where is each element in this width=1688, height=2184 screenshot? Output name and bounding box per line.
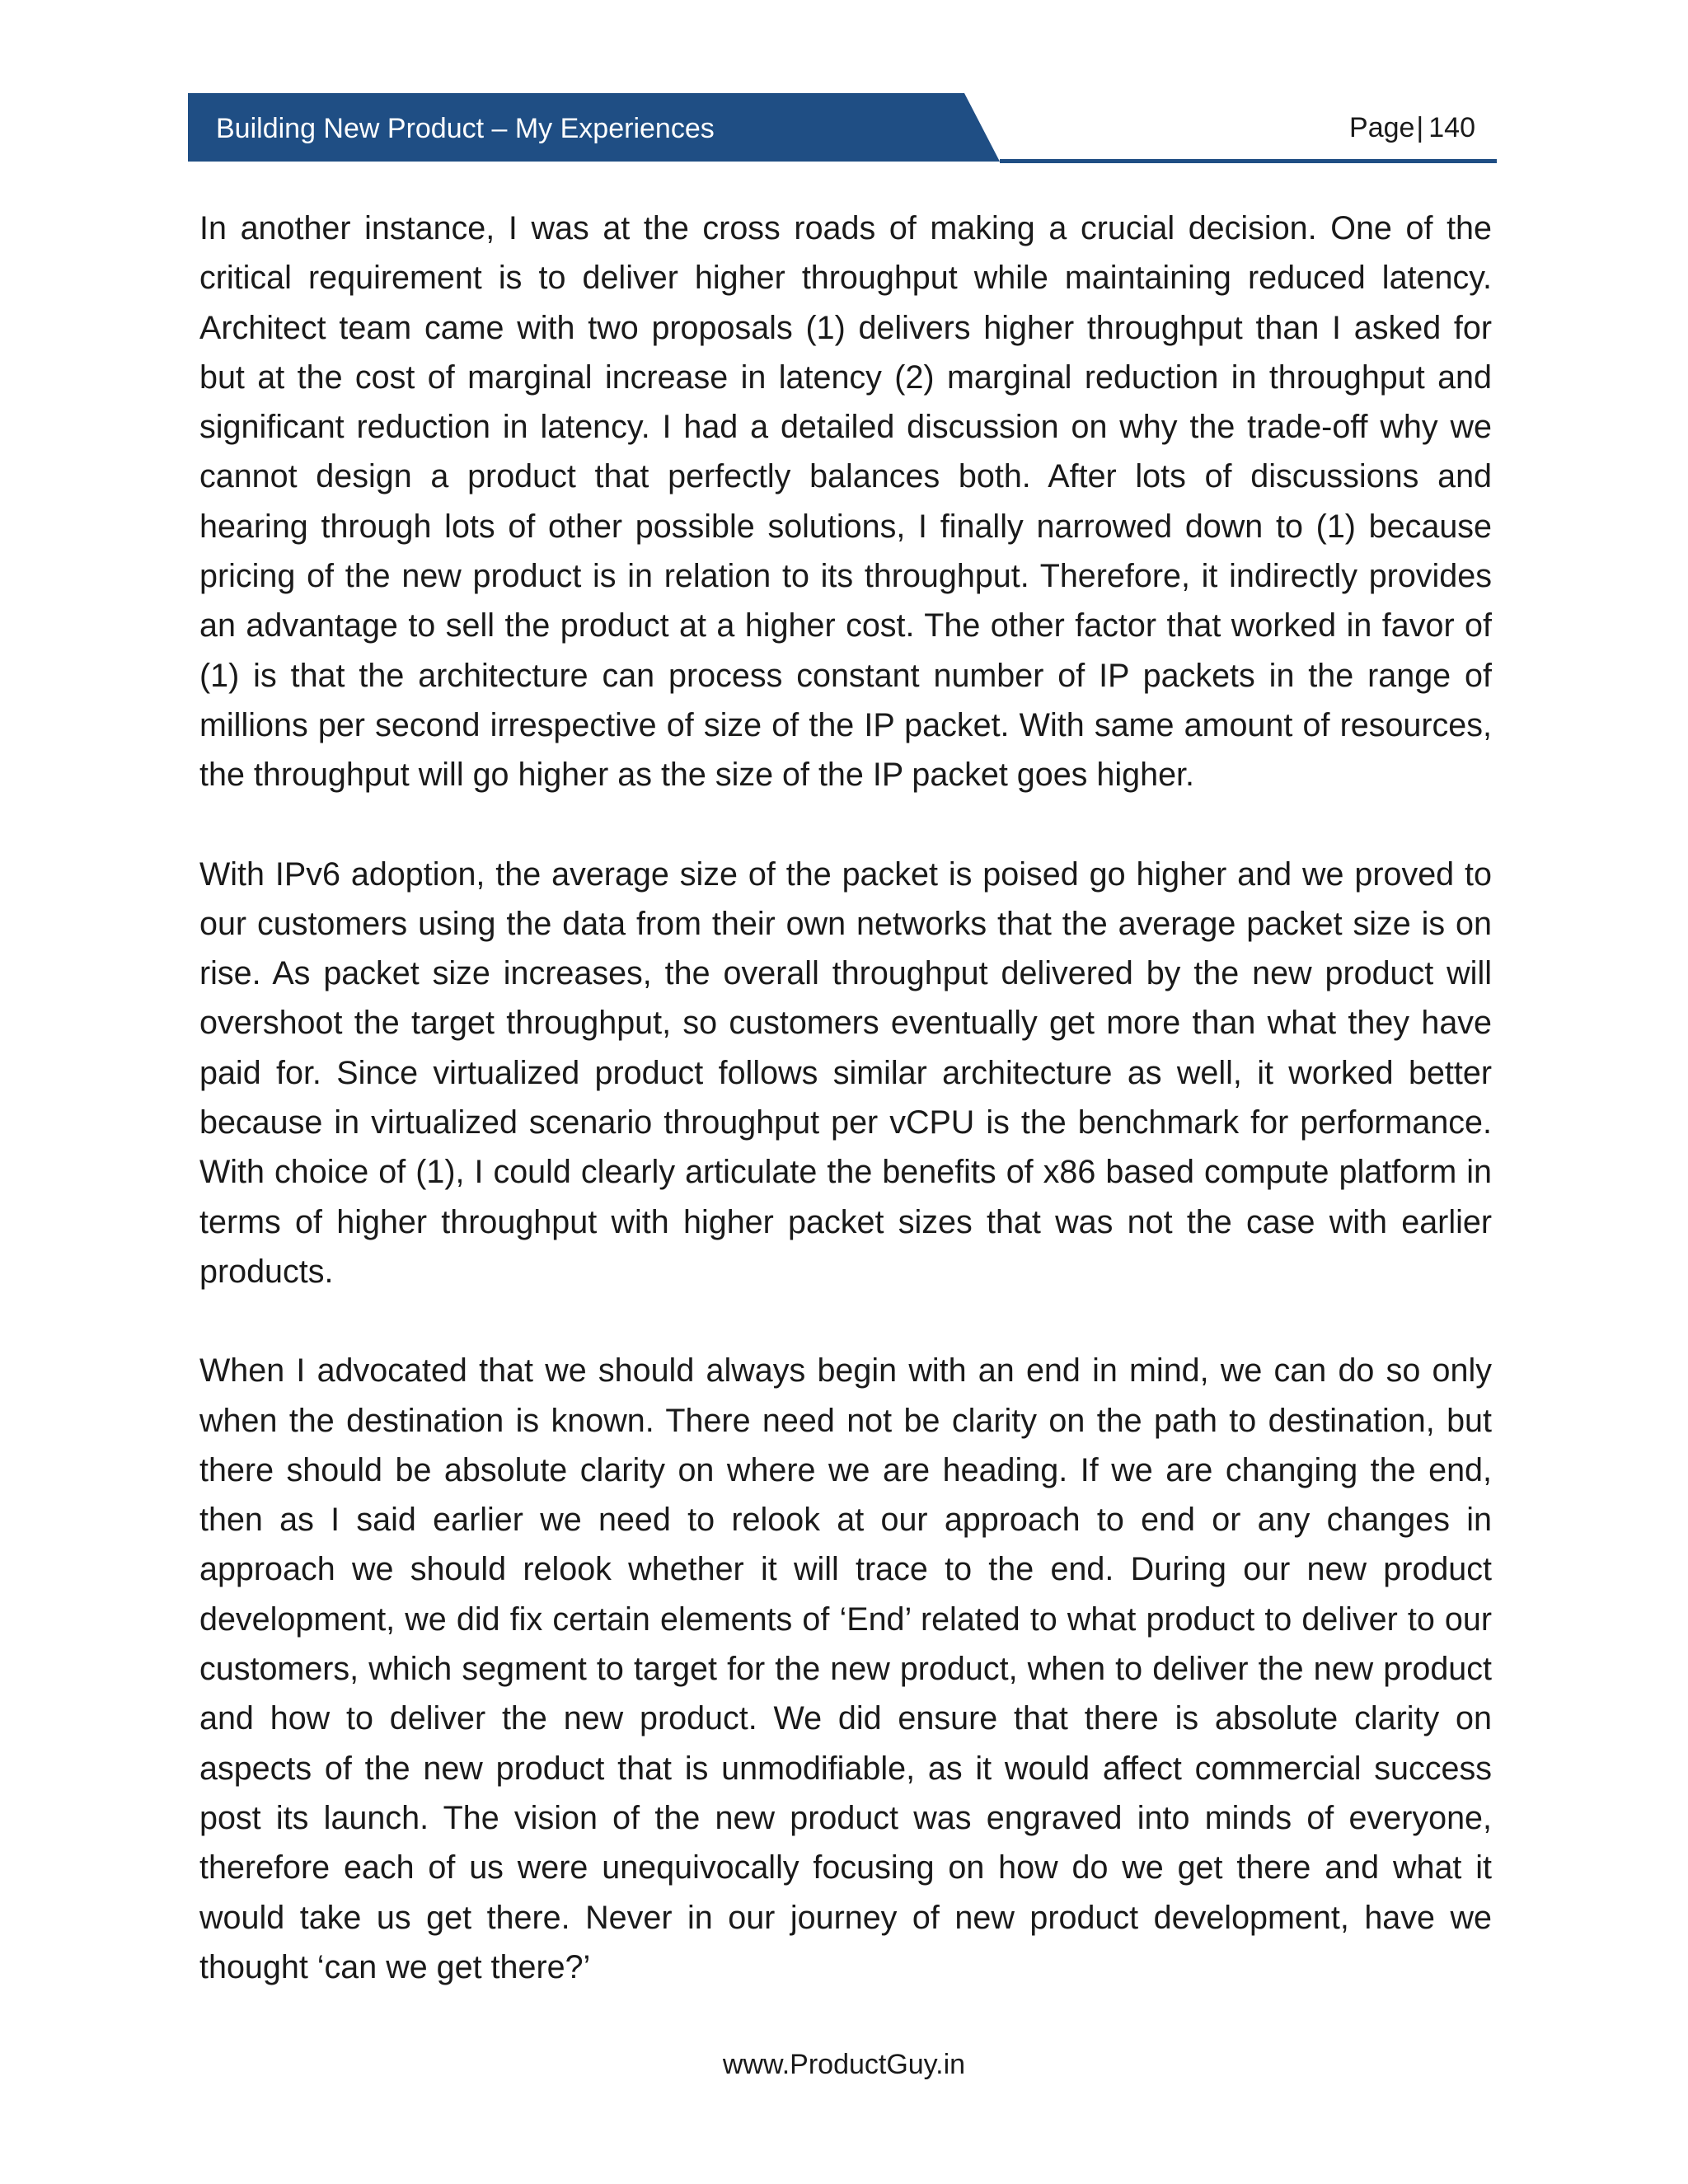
page-header xyxy=(188,93,1497,167)
page-separator: | xyxy=(1416,112,1424,143)
body-text xyxy=(199,204,1492,2041)
page-label: Page xyxy=(1349,112,1415,143)
page-number-label xyxy=(1349,112,1475,144)
paragraph: In another instance, I was at the cross roads of making a crucial decision. One of the critical requirement is to deliver higher throughput while maintaining reduced latency. Architect team came with two proposals (1) delivers higher throughput than I asked for but at the cost of marginal increase in latency (2) marginal reduction in throughput and significant reduction in latency. I had a detailed discussion on why the trade-off why we cannot design a product that perfectly balances both. After lots of discussions and hearing through lots of other possible solutions, I finally narrowed down to (1) because pricing of the new product is in relation to its throughput. Therefore, it indirectly provides an advantage to sell the product at a higher cost. The other factor that worked in favor of (1) is that the architecture can process constant number of IP packets in the range of millions per second irrespective of size of the IP packet. With same amount of resources, the throughput will go higher as the size of the IP packet goes higher. xyxy=(199,210,1492,794)
book-title: Building New Product – My Experiences xyxy=(216,113,715,144)
paragraph: When I advocated that we should always begin with an end in mind, we can do so only when the destination is known. There need not be clarity on the path to destination, but there should be absolute clarity on where we are heading. If we are changing the end, then as I said earlier we need to relook at our approach to end or any changes in approach we should relook whether it will trace to the end. During our new product development, we did fix certain elements of ‘End’ related to what product to deliver to our customers, which segment to target for the new product, when to deliver the new product and how to deliver the new product. We did ensure that there is absolute clarity on aspects of the new product that is unmodifiable, as it would affect commercial success post its launch. The vision of the new product was engraved into minds of everyone, therefore each of us were unequivocally focusing on how do we get there and what it would take us get there. Never in our journey of new product development, have we thought ‘can we get there?’ xyxy=(199,1352,1492,1985)
footer-website: www.ProductGuy.in xyxy=(722,2049,966,2080)
page-number: 140 xyxy=(1428,112,1475,143)
paragraph: With IPv6 adoption, the average size of the packet is poised go higher and we proved to our customers using the data from their own networks that the average packet size is on rise. As packet size increases, the overall throughput delivered by the new product will overshoot the target throughput, so customers eventually get more than what they have paid for. Since virtualized product follows similar architecture as well, it worked better because in virtualized scenario throughput per vCPU is the benchmark for performance. With choice of (1), I could clearly articulate the benefits of x86 based compute platform in terms of higher throughput with higher packet sizes that was not the case with earlier products. xyxy=(199,855,1492,1290)
